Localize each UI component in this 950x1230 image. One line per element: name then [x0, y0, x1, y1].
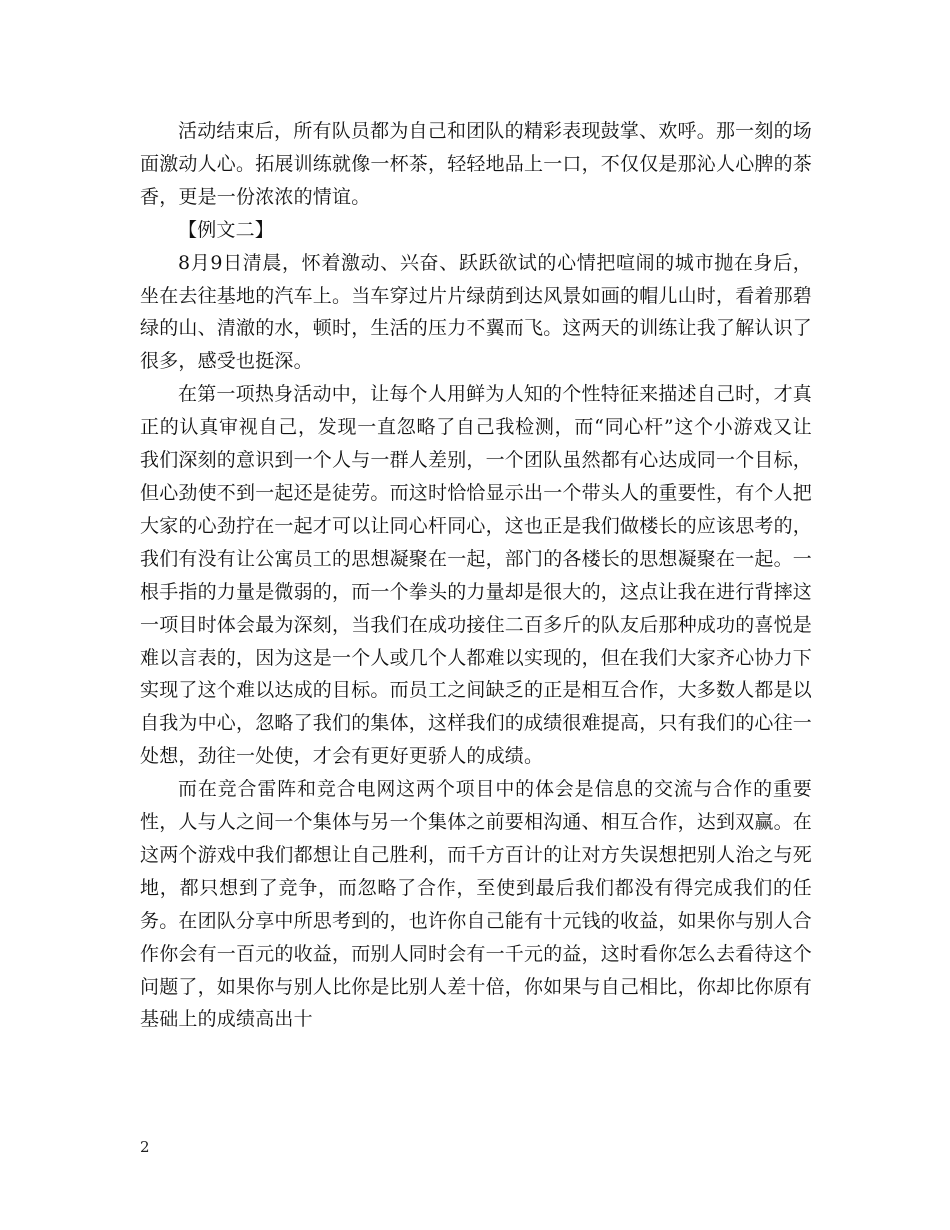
paragraph-heading-example-2: 【例文二】 — [178, 218, 275, 241]
document-body — [140, 115, 812, 1036]
page-number: 2 — [140, 1138, 150, 1156]
paragraph-4: 而在竞合雷阵和竞合电网这两个项目中的体会是信息的交流与合作的重要性，人与人之间一个集体与另一个集体之前要相沟通、相互合作，达到双赢。在这两个游戏中我们都想让自己胜利，而千方百计的让对方失误想把别人治之与死地，都只想到了竞争，而忽略了合作，至使到最后我们都没有得完成我们的任务。在团队分享中所思考到的，也许你自己能有十元钱的收益，如果你与别人合作你会有一百元的收益，而别人同时会有一千元的益，这时看你怎么去看待这个问题了，如果你与别人比你是比别人差十倍，你如果与自己相比，你却比你原有基础上的成绩高出十 — [140, 778, 813, 1031]
paragraph-2: 8月9日清晨，怀着激动、兴奋、跃跃欲试的心情把喧闹的城市抛在身后，坐在去往基地的汽车上。当车穿过片片绿荫到达风景如画的帽儿山时，看着那碧绿的山、清澈的水，顿时，生活的压力不翼而飞。这两天的训练让我了解认识了很多，感受也挺深。 — [140, 251, 813, 373]
paragraph-3: 在第一项热身活动中，让每个人用鲜为人知的个性特征来描述自己时，才真正的认真审视自己，发现一直忽略了自己我检测，而“同心杆”这个小游戏又让我们深刻的意识到一个人与一群人差别，一个团队虽然都有心达成同一个目标，但心劲使不到一起还是徒劳。而这时恰恰显示出一个带头人的重要性，有个人把大家的心劲拧在一起才可以让同心杆同心，这也正是我们做楼长的应该思考的，我们有没有让公寓员工的思想凝聚在一起，部门的各楼长的思想凝聚在一起。一根手指的力量是微弱的，而一个拳头的力量却是很大的，这点让我在进行背摔这一项目时体会最为深刻，当我们在成功接住二百多斤的队友后那种成功的喜悦是难以言表的，因为这是一个人或几个人都难以实现的，但在我们大家齐心协力下实现了这个难以达成的目标。而员工之间缺乏的正是相互合作，大多数人都是以自我为中心，忽略了我们的集体，这样我们的成绩很难提高，只有我们的心往一处想，劲往一处使，才会有更好更骄人的成绩。 — [140, 383, 813, 768]
paragraph-1: 活动结束后，所有队员都为自己和团队的精彩表现鼓掌、欢呼。那一刻的场面激动人心。拓展训练就像一杯茶，轻轻地品上一口，不仅仅是那沁人心脾的茶香，更是一份浓浓的情谊。 — [140, 120, 813, 208]
